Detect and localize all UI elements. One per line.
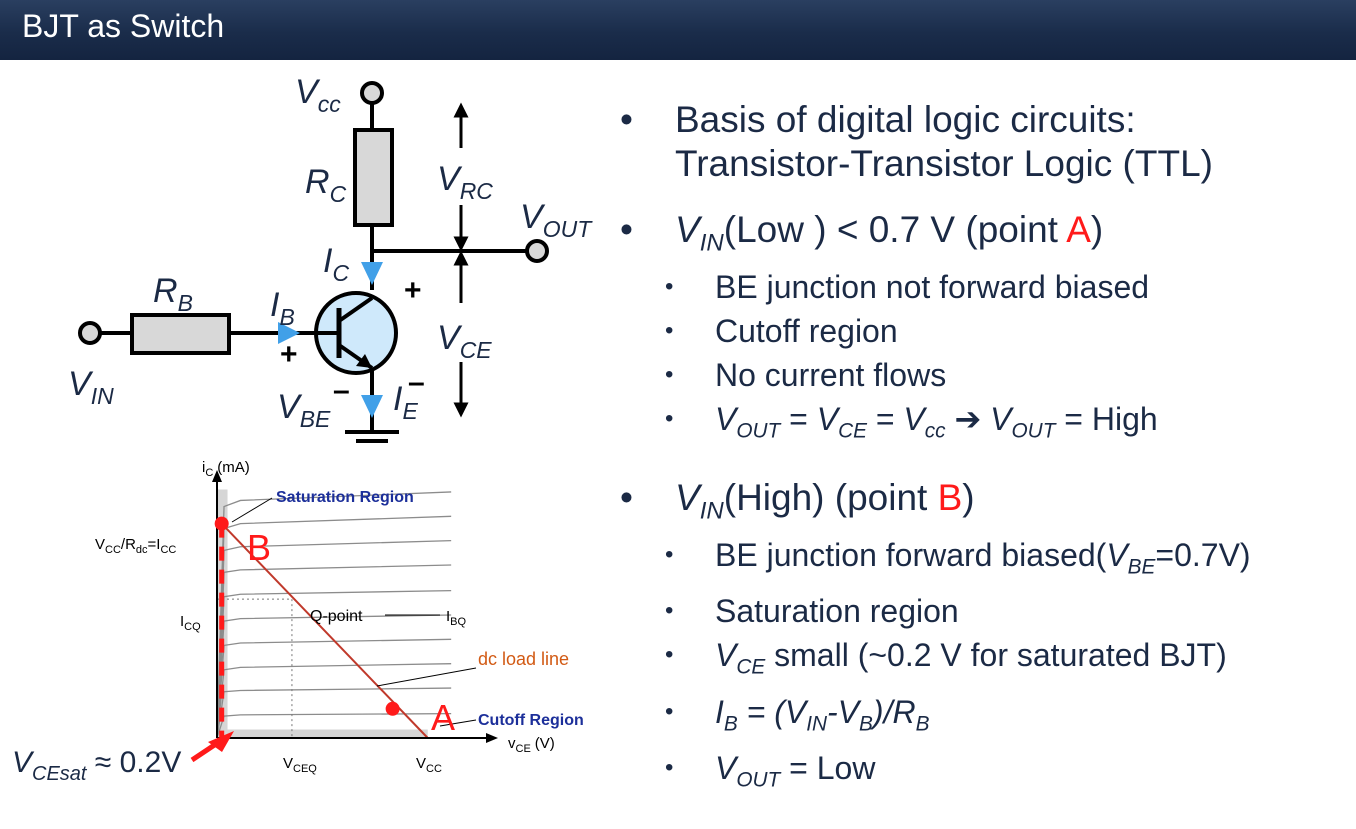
minus-vbe: – — [333, 374, 350, 407]
ib-curve-5 — [217, 615, 451, 738]
resistor-rc — [355, 130, 392, 225]
implies-arrow-icon: ➔ — [945, 401, 991, 438]
resistor-rb — [132, 315, 229, 353]
title-bar — [0, 0, 1356, 60]
vcesat-label: $V_{CEsat} \approx 0.2V$ — [12, 746, 182, 785]
low-item-1: • BE junction not forward biased — [665, 269, 1150, 306]
ic-arrow — [361, 262, 383, 285]
bullet-vin-low: • $V_{IN}(Low$ ) < 0.7 V (point A) — [620, 209, 1104, 257]
label-rb: $R_B$ — [153, 272, 193, 316]
bjt-characteristics-chart — [0, 450, 620, 795]
plus-vce: + — [404, 274, 422, 307]
minus-vce: – — [408, 366, 425, 399]
high-item-4: • $I_B = (V_{IN}-V_B)/R_B$ — [665, 693, 930, 735]
label-rc: $R_C$ — [305, 163, 347, 207]
point-b-marker — [215, 517, 229, 531]
bjt-switch-circuit — [0, 60, 600, 455]
cutoff-region-label: Cutoff Region — [478, 712, 584, 729]
tick-icq: $I_{CQ}$ — [180, 613, 201, 633]
ibq-label: $I_{BQ}$ — [446, 608, 467, 628]
low-item-4: • $V_{OUT} = V_{CE} = V_{cc}$ ➔ $V_{OUT}$ = High — [665, 401, 1158, 443]
tick-vcc-rdc: $V_{CC}/R_{dc}=I_{CC}$ — [95, 536, 177, 556]
plus-vbe: + — [280, 338, 298, 371]
label-vbe: $V_{BE}$ — [277, 388, 331, 432]
high-item-2: • Saturation region — [665, 593, 959, 630]
vout-terminal — [527, 241, 547, 261]
tick-vceq: $V_{CEQ}$ — [283, 755, 317, 775]
label-ie: $I_E$ — [393, 380, 418, 424]
high-item-5: • $V_{OUT}$ = Low — [665, 749, 876, 792]
y-axis-label: $i_C$ (mA) — [202, 459, 250, 479]
point-a-label: A — [431, 697, 456, 738]
dc-load-pointer — [377, 668, 476, 686]
x-axis-arrowhead — [486, 733, 498, 743]
point-a-marker — [386, 702, 400, 716]
label-ib: $I_B$ — [270, 286, 295, 330]
high-item-1: • BE junction forward $biased(V_{BE}=0.7V)$ — [665, 537, 1251, 579]
bullet-dot: • — [620, 99, 633, 140]
tick-vcc: $V_{CC}$ — [416, 755, 442, 775]
label-vrc: $V_{RC}$ — [437, 160, 493, 204]
vcc-terminal — [362, 83, 382, 103]
saturation-region-label: Saturation Region — [276, 489, 414, 506]
label-vout: $V_{OUT}$ — [520, 198, 592, 242]
ttl-line-2: Transistor-Transistor Logic (TTL) — [675, 143, 1213, 184]
point-b-label: B — [247, 527, 272, 568]
q-point-label: Q-point — [310, 608, 363, 625]
label-vce: $V_{CE}$ — [437, 319, 492, 363]
bullet-list — [620, 98, 1350, 802]
label-ic: $I_C$ — [323, 242, 350, 286]
point-a-ref: A — [1066, 209, 1091, 250]
low-item-2: • Cutoff region — [665, 313, 898, 350]
vin-terminal — [80, 323, 100, 343]
bullet-ttl — [620, 98, 1350, 186]
dc-load-line-label: dc load line — [478, 649, 570, 669]
label-vin: $V_{IN}$ — [68, 365, 114, 409]
ttl-line-1: Basis of digital logic circuits: — [675, 99, 1136, 140]
bullet-vin-high: • $V_{IN}(High)$ (point B) — [620, 476, 975, 525]
point-b-ref: B — [937, 476, 963, 518]
low-item-3: • No current flows — [665, 357, 947, 394]
high-item-3: • $V_{CE}$ small (~0.2 V for saturated BJT) — [665, 637, 1227, 679]
slide-title: BJT as Switch — [22, 8, 225, 44]
ie-arrow — [361, 395, 383, 418]
cutoff-shade — [217, 729, 428, 738]
label-vcc: $V_{cc}$ — [295, 73, 341, 117]
x-axis-label: $v_{CE}$ (V) — [508, 735, 555, 755]
